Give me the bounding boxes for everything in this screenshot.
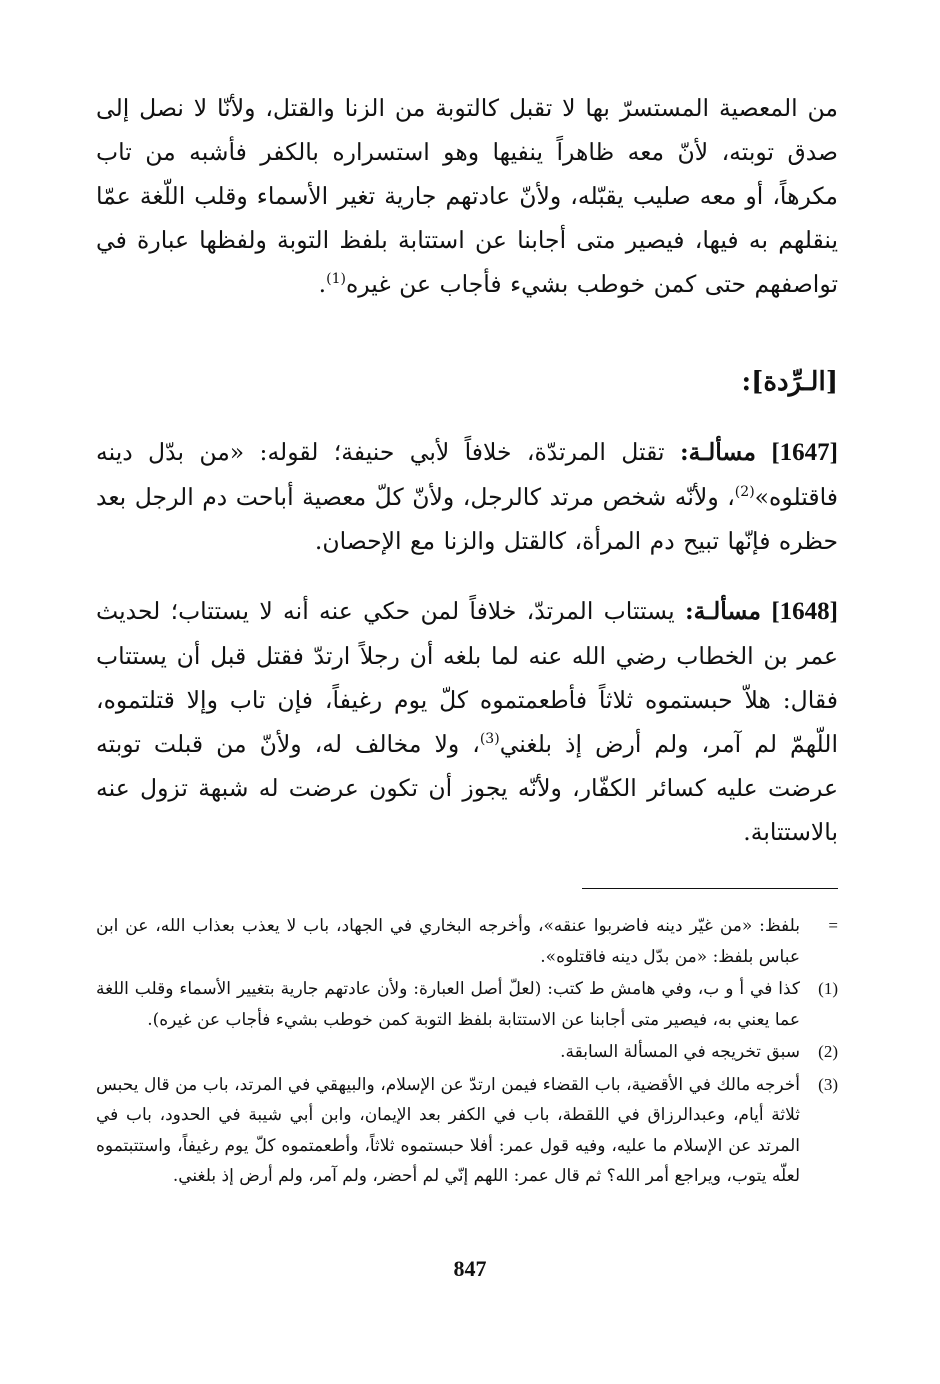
issue-text-continued: ، ولأنّه شخص مرتد كالرجل، ولأنّ كلّ معصية أباحت دم الرجل بعد حظره فإنّها تبيح دم المرأة، كالقتل والزنا مع الإحصان. [96, 483, 838, 555]
issue-text-continued: ، ولا مخالف له، ولأنّ من قبلت توبته عرضت عليه كسائر الكفّار، ولأنّه يجوز أن تكون عرضت له شبهة تزول عنه بالاستتابة. [96, 730, 838, 846]
footnote-mark: = [828, 916, 838, 935]
footnote-continued [96, 911, 838, 972]
footnote-text: كذا في أ و ب، وفي هامش ط كتب: (لعلّ أصل العبارة: ولأن عادتهم جارية بتغيير الأسماء وقلب اللغة عما يعني به، فيصير متى أجابنا عن الاستتابة بلفظ التوبة كمن خوطب بشيء فأجاب عن غيره). [96, 979, 800, 1030]
footnote-1 [96, 974, 838, 1035]
footnote-ref-2: (2) [734, 484, 755, 501]
footnote-mark: (3) [818, 1074, 838, 1094]
intro-text: من المعصية المستسرّ بها لا تقبل كالتوبة من الزنا والقتل، ولأنّا لا نصل إلى صدق توبته، لأنّ معه ظاهراً ينفيها وهو استسراره بالكفر فأشبه من تاب مكرهاً، أو معه صليب يقبّله، ولأنّ عادتهم جارية تغير الأسماء وقلب اللّغة عمّا ينقلهم به فيها، فيصير متى أجابنا عن استتابة بلفظ التوبة ولفظها عبارة في تواصفهم حتى كمن خوطب بشيء فأجاب عن غيره [96, 94, 838, 298]
footnote-3 [96, 1070, 838, 1192]
footnote-separator [582, 888, 838, 889]
footnote-ref-1: (1) [326, 271, 346, 288]
footnote-2 [96, 1037, 838, 1068]
page-number: 847 [453, 1256, 487, 1281]
intro-paragraph [96, 86, 838, 306]
issue-1648 [96, 589, 838, 854]
issue-text: تقتل المرتدّة، خلافاً لأبي حنيفة؛ لقوله: «من بدّل دينه فاقتلوه» [96, 438, 838, 511]
issue-label: مسألـة: [684, 597, 762, 625]
footnote-mark: (1) [818, 979, 838, 998]
book-page [96, 86, 838, 1376]
footnote-text: بلفظ: «من غيّر دينه فاضربوا عنقه»، وأخرجه البخاري في الجهاد، باب لا يعذب بعذاب الله، عن ابن عباس بلفظ: «من بدّل دينه فاقتلوه». [96, 916, 800, 967]
intro-end: . [318, 270, 327, 298]
footnote-text: أخرجه مالك في الأقضية، باب القضاء فيمن ارتدّ عن الإسلام، والبيهقي في المرتد، باب من قال يحبس ثلاثة أيام، وعبدالرزاق في اللقطة، باب في الكفر بعد الإيمان، وابن أبي شيبة في الحدود، باب في المرتد عن الإسلام ما عليه، وفيه قول عمر: أفلا حبستموه ثلاثاً، وأطعمتموه كلّ يوم رغيفاً، واستتبتموه لعلّه يتوب، ويراجع أمر الله؟ ثم قال عمر: اللهم إنّي لم أحضر، ولم آمر، ولم أرض إذ بلغني. [96, 1074, 800, 1186]
footnotes [96, 911, 838, 1192]
section-heading: [الـرِّدة]: [741, 367, 838, 397]
footnote-text: سبق تخريجه في المسألة السابقة. [560, 1042, 800, 1062]
footnote-ref-3: (3) [479, 731, 500, 748]
issue-1647 [96, 430, 838, 563]
issue-text: يستتاب المرتدّ، خلافاً لمن حكي عنه أنه لا يستتاب؛ لحديث عمر بن الخطاب رضي الله عنه لما بلغه أن رجلاً ارتدّ فقتل قبل أن يستتاب فقال: هلاّ حبستموه ثلاثاً فأطعمتموه كلّ يوم رغيفاً، فإن تاب وإلا قتلتموه، اللّهمّ لم آمر، ولم أرض إذ بلغني [96, 597, 838, 758]
issue-number: [1647] [771, 439, 838, 466]
issue-number: [1648] [771, 598, 838, 625]
issue-label: مسألـة: [679, 438, 756, 466]
footnote-mark: (2) [818, 1042, 838, 1061]
